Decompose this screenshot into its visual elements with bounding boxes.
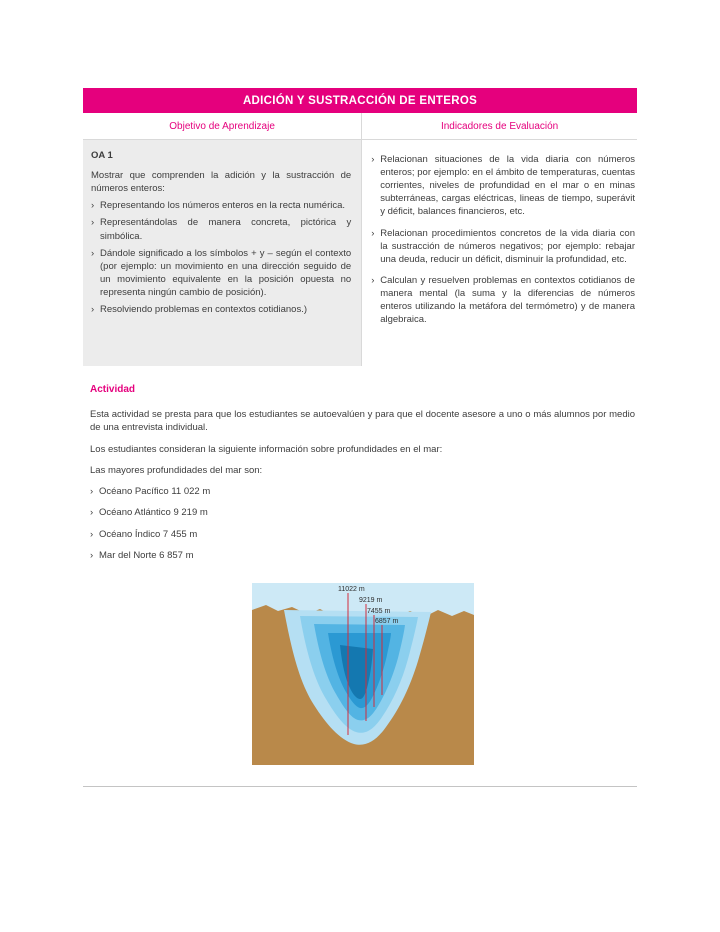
oa-intro: Mostrar que comprenden la adición y la sustracción de números enteros: xyxy=(91,170,352,195)
list-item-text: Mar del Norte 6 857 m xyxy=(99,550,194,562)
list-item xyxy=(91,303,351,316)
activity-heading: Actividad xyxy=(90,384,136,395)
depth-label: 9219 m xyxy=(358,597,382,605)
bullet-marker: › xyxy=(91,247,95,259)
bullet-marker: › xyxy=(90,507,94,519)
list-item xyxy=(371,274,635,326)
list-item-text: Representando los números enteros en la recta numérica. xyxy=(100,200,346,212)
activity-paragraph: Los estudiantes consideran la siguiente información sobre profundidades en el mar: xyxy=(90,443,443,455)
list-item xyxy=(371,227,635,266)
list-item-text: Océano Pacífico 11 022 m xyxy=(99,486,211,498)
bullet-marker: › xyxy=(371,227,375,239)
activity-paragraph: Las mayores profundidades del mar son: xyxy=(90,464,263,476)
oa-code: OA 1 xyxy=(91,150,113,161)
list-item xyxy=(371,153,635,219)
page-title: ADICIÓN Y SUSTRACCIÓN DE ENTEROS xyxy=(242,94,478,107)
bullet-marker: › xyxy=(90,550,94,562)
table-header-row xyxy=(83,113,637,140)
bullet-marker: › xyxy=(91,304,95,316)
bullet-marker: › xyxy=(90,528,94,540)
list-item-text: Océano Atlántico 9 219 m xyxy=(99,507,208,519)
list-item xyxy=(91,199,351,212)
list-item-text: Relacionan situaciones de la vida diaria con números enteros; por ejemplo: en el ámbito de temperaturas, cuentas corrientes, niveles de profundidad en el mar o en minas subterráneas, cargas eléctricas, lineas de tiempo, superávit y déficit, balances financieros, etc. xyxy=(380,154,635,218)
indicator-bullet-list xyxy=(371,153,635,326)
depth-label: 7455 m xyxy=(366,608,390,616)
title-bar xyxy=(83,88,637,113)
list-item xyxy=(90,485,635,498)
column-header-indicadores: Indicadores de Evaluación xyxy=(440,120,559,132)
list-item xyxy=(91,216,351,242)
column-header-objetivo: Objetivo de Aprendizaje xyxy=(83,113,362,139)
bullet-marker: › xyxy=(91,217,95,229)
list-item-text: Calculan y resuelven problemas en contextos cotidianos de manera mental (la suma y la diferencias de números enteros utilizando la metáfora del termómetro) y de manera algebraica. xyxy=(380,274,635,326)
list-item-text: Relacionan procedimientos concretos de la vida diaria con la sustracción de números negativos; por ejemplo: rebajar una deuda, reducir un déficit, disminuir la profundidad, etc. xyxy=(380,227,635,265)
bottom-divider xyxy=(83,786,637,787)
list-item-text: Océano Índico 7 455 m xyxy=(99,528,198,540)
bullet-marker: › xyxy=(371,274,375,286)
bullet-marker: › xyxy=(371,154,375,165)
activity-section xyxy=(83,383,637,765)
depth-label: 6857 m xyxy=(374,618,398,626)
bullet-marker: › xyxy=(90,486,94,498)
list-item xyxy=(90,528,635,541)
depths-list xyxy=(90,485,635,562)
list-item-text: Dándole significado a los símbolos + y – según el contexto (por ejemplo: un movimiento en una dirección seguido de un movimiento equivalente en la posición opuesta no representa ningún cambio de posición). xyxy=(100,247,352,298)
indicadores-cell xyxy=(362,140,637,366)
sea-depth-figure xyxy=(252,583,474,765)
oa-bullet-list xyxy=(91,199,351,316)
list-item xyxy=(90,549,635,562)
bullet-marker: › xyxy=(91,200,95,212)
list-item xyxy=(90,506,635,519)
depth-label: 11022 m xyxy=(337,586,365,594)
list-item xyxy=(91,247,351,299)
sea-depth-illustration xyxy=(252,583,474,765)
list-item-text: Resolviendo problemas en contextos cotidianos.) xyxy=(100,304,308,316)
table-body-row xyxy=(83,140,637,366)
content-area xyxy=(83,0,637,787)
activity-paragraph: Esta actividad se presta para que los estudiantes se autoevalúen y para que el docente asesore a uno o más alumnos por medio de una entrevista individual. xyxy=(90,409,635,434)
list-item-text: Representándolas de manera concreta, pictórica y simbólica. xyxy=(100,217,352,242)
objetivo-cell xyxy=(83,140,362,366)
oa-table xyxy=(83,113,637,366)
